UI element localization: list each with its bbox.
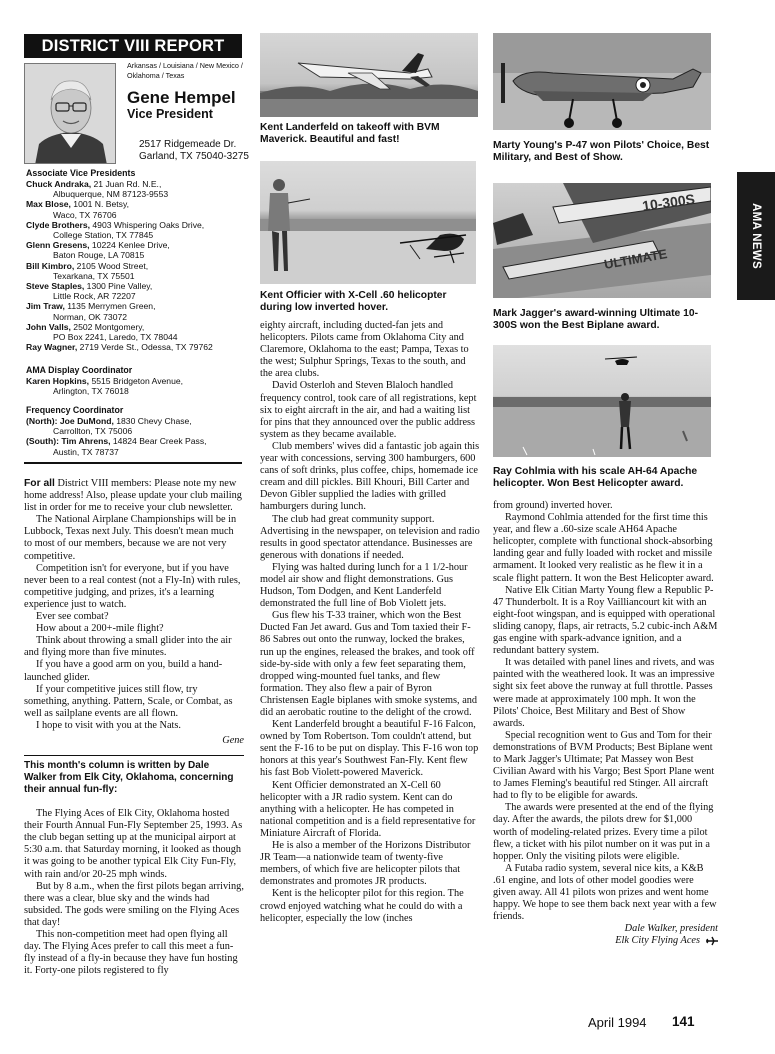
article-signature-club: Elk City Flying Aces [493,935,718,947]
p47-illustration [493,33,711,130]
associates-heading: Associate Vice Presidents [26,168,136,178]
associate-entry: Steve Staples, 1300 Pine Valley, Little Rock, AR 72207 [26,281,153,302]
section-divider [24,462,242,464]
issue-date: April 1994 [588,1015,647,1030]
guest-column-intro: This month's column is written by Dale Walker from Elk City, Oklahoma, concerning their annual fun-fly: [24,760,234,796]
right-column-text: from ground) inverted hover. Raymond Cohlmia attended for the first time this year, and flew a .60-size scale AH64 Apache helicopter, complete with functional shock-absorbing landing gear and fully loaded with rocket and missile armament. It looked very realistic as he flew it in a scale flight pattern. It won the Best Helicopter award. Native Elk Citian Marty Young flew a Republic P-47 Thunderbolt. It is a Roy Vailliancourt kit with an eight-foot wingspan, and is equipped with operational sliding canopy, flaps, air retracts, 5.2 cubic-inch A&M gas engine with spark-advance ignition, and a redundant battery system. It was detailed with panel lines and rivets, and was painted with the weathered look. It was an impressive sight six feet above the runway at full throttle. Passes were made at approximately 100 mph. It won the Pilots' Choice, Best Military and Best of Show awards. Special recognition went to Gus and Tom for their demonstrations of BVM Products; Best Biplane went to Mark Jagger's Ultimate; Pat Massey won Best Civilian Award with his Vargo; Best Sport Plane went to James Fleming's beautiful red Stinger. All aircraft had to fly to be eligible for awards. The awards were presented at the end of the flying day. After the awards, the pilots drew for $1,000 worth of modeling-related prizes. Every time a pilot flew, a ticket with his pilot number on it was put in a hopper. Only the visiting pilots were eligible. A Futaba radio system, several nice kits, a K&B .61 engine, and lots of other model goodies were given away. All 41 pilots won prizes and went home happy. We hope to see them back next year with a few friends. Dale Walker, president Elk City Flying Aces [493,500,718,947]
photo-apache-helicopter [493,345,711,457]
region-list [127,61,247,80]
helicopter-pilot-illustration [260,161,476,284]
associate-entry: Ray Wagner, 2719 Verde St., Odessa, TX 79762 [26,342,213,353]
caption-ultimate: Mark Jagger's award-winning Ultimate 10-300S won the Best Biplane award. [493,308,699,331]
caption-apache: Ray Cohlmia with his scale AH-64 Apache helicopter. Won Best Helicopter award. [493,466,698,489]
caption-maverick: Kent Landerfeld on takeoff with BVM Maverick. Beautiful and fast! [260,122,440,145]
associates-list [26,179,244,352]
photo-ultimate-biplane [493,183,711,298]
biplane-illustration [493,183,711,298]
airplane-icon [706,936,718,946]
column-signoff: Gene [222,734,244,746]
associate-entry: Glenn Gresens, 10224 Kenlee Drive, Baton Rouge, LA 70815 [26,240,170,261]
associate-entry: Chuck Andraka, 21 Juan Rd. N.E., Albuquerque, NM 87123-9553 [26,179,169,200]
caption-p47: Marty Young's P-47 won Pilots' Choice, Best Military, and Best of Show. [493,140,710,163]
guest-divider [24,755,244,756]
ultimate-wing-lettering: ULTIMATE [602,246,669,272]
associate-entry: John Valls, 2502 Montgomery, PO Box 2241, Laredo, TX 78044 [26,321,178,343]
headshot-photo [24,63,116,164]
vice-president-title: Vice President [127,107,213,121]
left-column-text: For all District VIII members: Please note my new home address! Also, please update your club mailing list in order for me to receive your club newsletter. The National Airplane Championships will be in Lubbock, Texas next July. This doesn't mean much to most of our members, because we are not very competitive. Competition isn't for everyone, but if you have never been to a real contest (not a Fly-In) with rules, competitive judging, and prizes, it's a learning experience just to watch. Ever see combat? How about a 200+-mile flight? Think about throwing a small glider into the air and flying more than five minutes. If you have a good arm on you, build a hand-launched glider. If your competitive juices still flow, try something, anything. Pattern, Scale, or Combat, as well as sailplane events are all flown. I hope to visit with you at the Nats. Gene This month's column is written by Dale Walker from Elk City, Oklahoma, concerning their annual fun-fly: The Flying Aces of Elk City, Oklahoma hosted their Fourth Annual Fun-Fly September 25, 1993. As the club began setting up at the municipal airport at 5:30 a.m. that Saturday morning, it looked as though it was going to be another typical Elk City Fun-Fly, with rain and/or 20-25 mph winds. But by 8 a.m., when the first pilots began arriving, there was a clear, blue sky and the winds had subsided. The gods were smiling on the Flying Aces that day! This non-competition meet had open flying all day. The Flying Aces prefer to call this meet a fun-fly instead of a fly-in because they have fun hosting it. Forty-one pilots registered to fly [24,478,244,977]
vice-president-name: Gene Hempel [127,88,236,107]
middle-column-text: eighty aircraft, including ducted-fan jets and helicopters. Pilots came from Oklahoma City and Claremore, Oklahoma to the east; Pampa, Texas to the west; Sulphur Springs, Texas to the south, and the area clubs. David Osterloh and Steven Blaloch handled frequency control, took care of all registrations, kept six to eight aircraft in the air, and had a waiting list for pins that they announced over the public address system as they became available. Club members' wives did a fantastic job again this year with concessions, serving 300 hamburgers, 600 cans of soft drinks, plus coffee, chips, homemade ice cream and dill pickles. Bill Khouri, Bill Carter and Devon Gibler supplied the ladies with grilled hamburgers during lunch. The club had great community support. Advertising in the newspaper, on television and radio results in good spectator attendance. Businesses are generous with donations if needed. Flying was halted during lunch for a 1 1/2-hour model air show and flight demonstrations. Gus Hudson, Tom Dodgen, and Kent Landerfeld demonstrated the full line of Bob Violett jets. Gus flew his T-33 trainer, which won the Best Ducted Fan Jet award. Gus and Tom taxied their F-86 Sabres out onto the runway, locked the brakes, run up the engines, released the brakes, and took off side-by-side with only a few feet separating them, dropped wing-mounted fuel tanks, and flew formation. They also flew a pair of Byron Christensen Eagle biplanes with smoke systems, and did an aerobatic routine to the delight of the crowd. Kent Landerfeld brought a beautiful F-16 Falcon, owned by Tom Robertson. Tom couldn't attend, but sent the F-16 to be put on display. This F-16 won top honors at this year's Southwest Fan-Fly. Kent flew his fast Bob Violett-powered Maverick. Kent Officier demonstrated an X-Cell 60 helicopter with a JR radio system. Kent can do anything with a helicopter. He has competed in national competition and is a field representative for Miniature Aircraft of Florida. He is also a member of the Horizons Distributor JR Team—a nationwide team of twenty-five members, of which five are helicopter pilots that demonstrates and promotes JR products. Kent is the helicopter pilot for this region. The crowd enjoyed watching what he could do with a helicopter, especially the low (inches [260,320,480,924]
associate-entry: Clyde Brothers, 4903 Whispering Oaks Drive, College Station, TX 77845 [26,219,205,241]
apache-pilot-illustration [493,345,711,457]
photo-xcell-helicopter [260,161,476,284]
display-coordinator: Karen Hopkins, 5515 Bridgeton Avenue, Arlington, TX 76018 [26,376,184,397]
associate-entry: Bill Kimbro, 2105 Wood Street, Texarkana, TX 75501 [26,260,149,281]
frequency-coordinators: (North): Joe DuMond, 1830 Chevy Chase, Carrollton, TX 75006 (South): Tim Ahrens, 14824 Bear Creek Pass, Austin, TX 78737 [26,416,207,457]
portrait-illustration [25,64,116,164]
frequency-coordinator-heading: Frequency Coordinator [26,405,124,415]
vp-address-street: 2517 Ridgemeade Dr. [139,139,237,150]
ama-news-label: AMA NEWS [750,203,762,269]
display-coordinator-heading: AMA Display Coordinator [26,365,133,375]
photo-p47 [493,33,711,130]
photo-maverick-takeoff [260,33,478,117]
associate-entry: Max Blose, 1001 N. Betsy, Waco, TX 76706 [26,199,130,220]
jet-illustration [260,33,478,117]
page-number: 141 [672,1014,695,1029]
caption-xcell: Kent Officier with X-Cell .60 helicopter during low inverted hover. [260,290,447,313]
associate-entry: Jim Traw, 1135 Merrymen Green, Norman, OK 73072 [26,301,156,322]
region-line-2: Oklahoma / Texas [127,70,185,80]
ama-news-tab [737,172,775,300]
region-line-1: Arkansas / Louisiana / New Mexico / [127,61,243,70]
vp-address-city: Garland, TX 75040-3275 [139,151,249,162]
ultimate-tail-lettering: 10-300S [641,190,696,214]
district-report-header: DISTRICT VIII REPORT [24,34,242,58]
article-signature-name: Dale Walker, president [624,923,718,935]
